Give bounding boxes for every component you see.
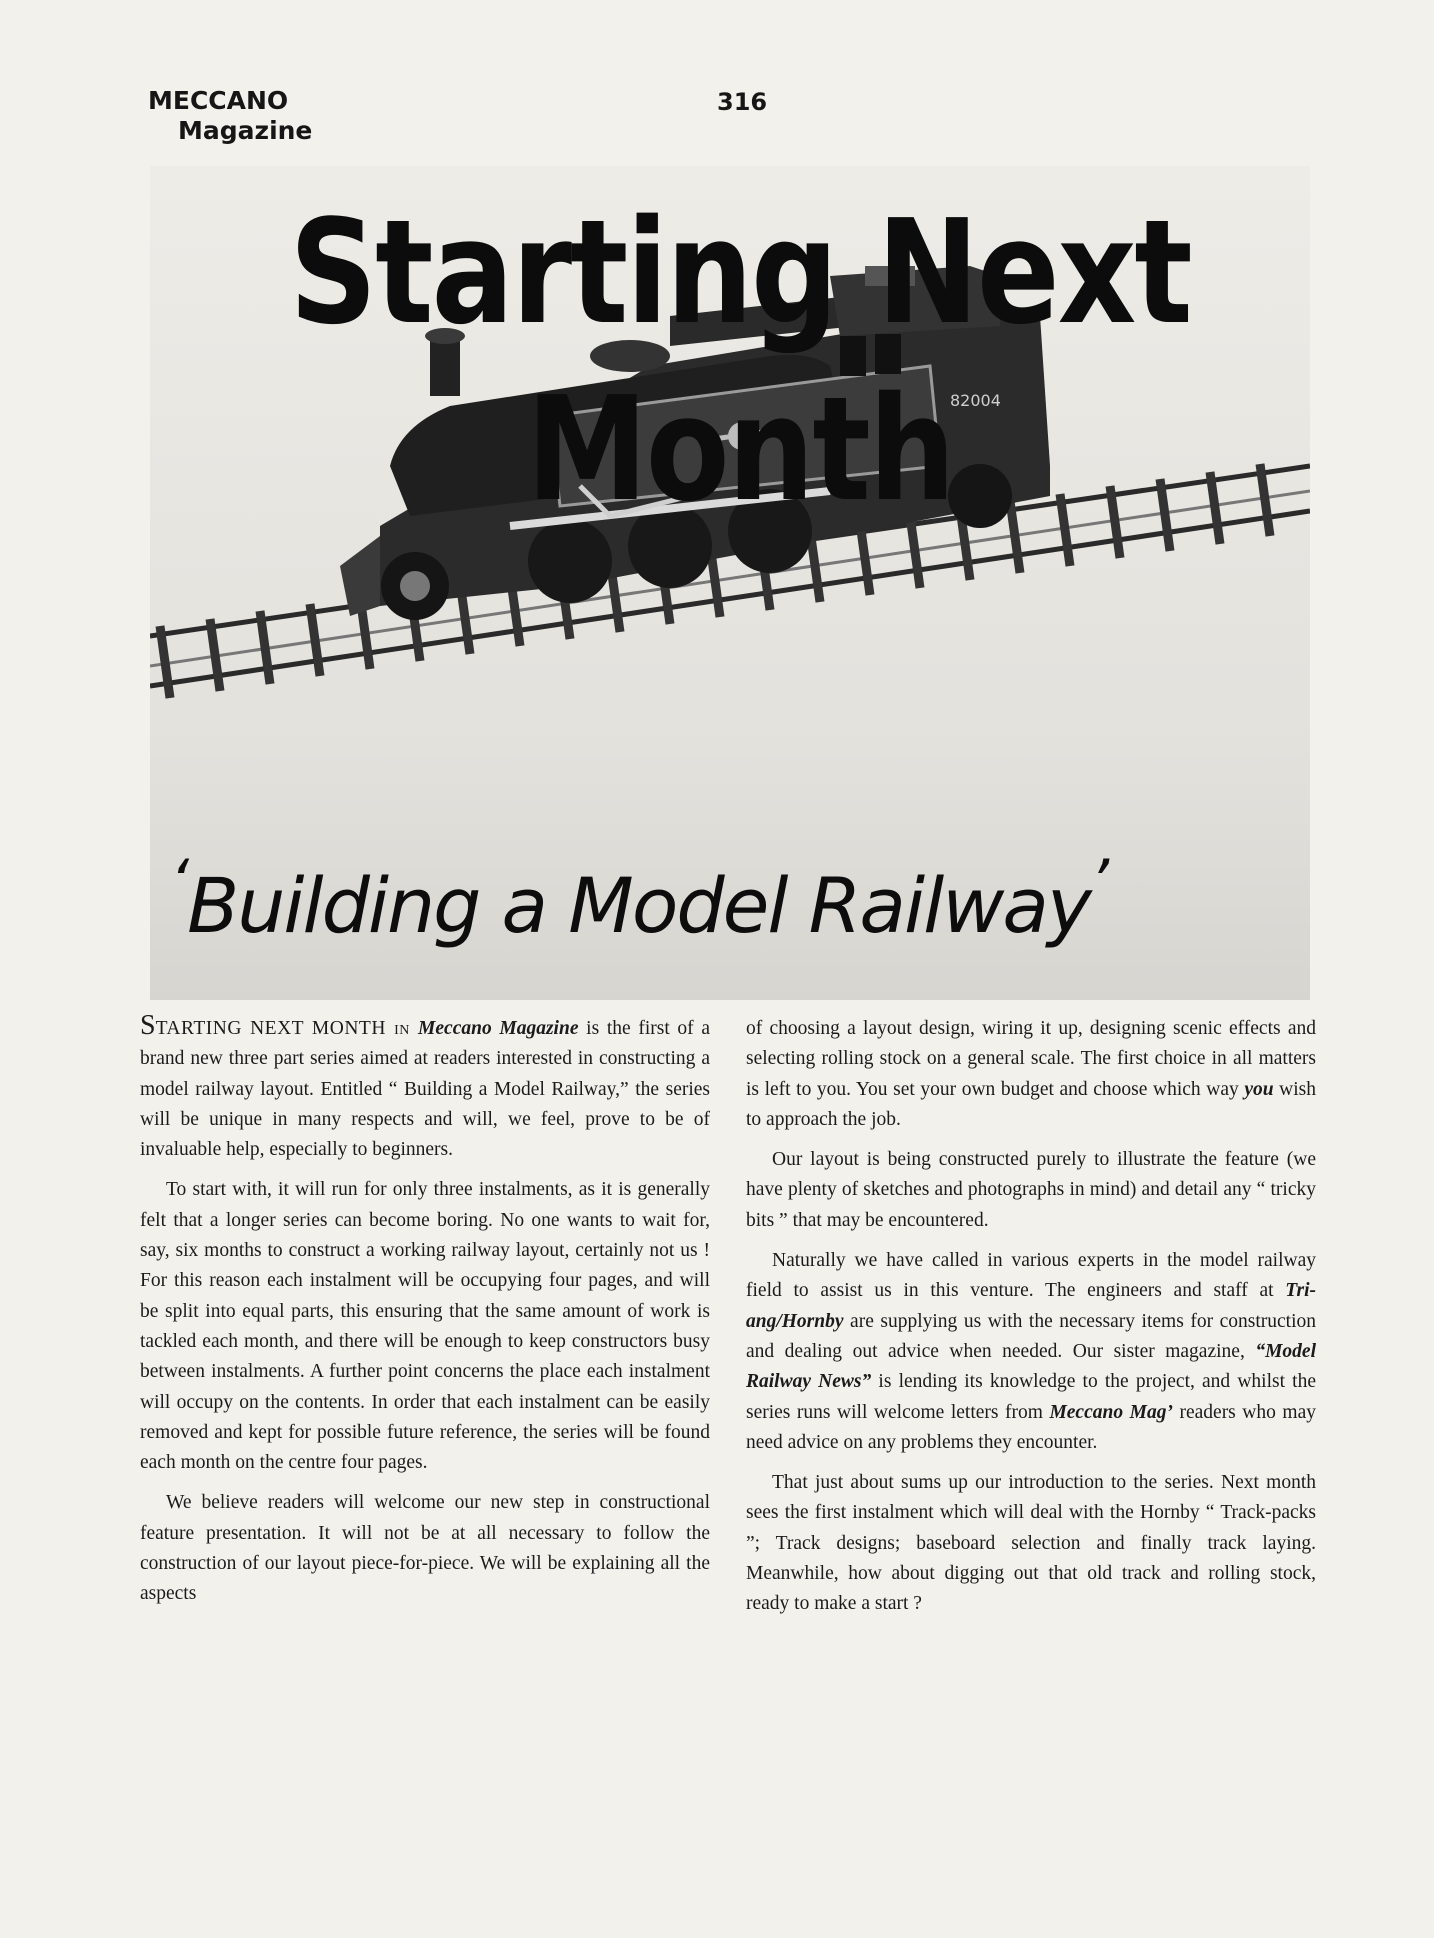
series-title (170, 832, 1290, 956)
masthead-line1: MECCANO (148, 86, 289, 115)
hero-illustration (150, 166, 1310, 1000)
paragraph-text: Naturally we have called in various experts in the model railway field to assist us in this venture. The engineers and staff at (746, 1250, 1316, 1302)
paragraph-text: are supplying us with the necessary items for construction and dealing out advice when needed. Our sister magazine, (746, 1310, 1316, 1362)
magazine-name: Meccano Magazine (418, 1018, 579, 1039)
paragraph (140, 1010, 710, 1165)
masthead-line2: Magazine (178, 116, 313, 145)
close-quote: ’ (1089, 847, 1108, 917)
paragraph-text: readers who may need advice on any problems they encounter. (746, 1401, 1316, 1453)
paragraph-text: wish to approach the job. (746, 1078, 1317, 1130)
paragraph (746, 1014, 1316, 1135)
magazine-name: “Model Railway News” (746, 1340, 1316, 1393)
locomotive-number: 82004 (950, 391, 1001, 410)
open-quote: ‘ (170, 847, 188, 917)
series-title-text: Building a Model Railway (187, 861, 1090, 950)
paragraph: To start with, it will run for only three instalments, as it is generally felt that a longer series can become boring. No one wants to wait for, say, six months to construct a working railway layout, certainly not us ! For this reason each instalment will be occupying four pages, and will be split into equal parts, this ensuring that the same amount of work is tackled each month, and there will be enough to keep constructors busy between instalments. A further point concerns the place each instalment will occupy on the contents. In order that each instalment can be easily removed and kept for possible future reference, the series will be found each month on the centre four pages. (140, 1179, 710, 1474)
brand-name: Tri-ang/Hornby (746, 1280, 1316, 1332)
headline: Starting Next Month (289, 188, 1191, 534)
paragraph: We believe readers will welcome our new step in constructional feature presentation. It will not be at all necessary to follow the construction of our layout piece-for-piece. We will be explaining all the aspects (140, 1492, 710, 1605)
drop-cap: S (140, 1010, 156, 1041)
paragraph-text: is lending its knowledge to the project, and whilst the series runs will welcome letters from (746, 1371, 1316, 1423)
column-right (746, 1014, 1316, 1630)
paragraph (746, 1246, 1316, 1458)
magazine-name: Meccano Mag’ (1049, 1401, 1173, 1423)
page-number: 316 (717, 88, 768, 116)
article-body (140, 1010, 1317, 1630)
lead-in: TARTING NEXT MONTH in (155, 1018, 419, 1039)
column-left (140, 1010, 710, 1630)
paragraph: Our layout is being constructed purely to illustrate the feature (we have plenty of sketches and photographs in mind) and detail any “ tricky bits ” that may be encountered. (746, 1149, 1316, 1231)
paragraph-text: of choosing a layout design, wiring it up, designing scenic effects and selecting rolling stock on a general scale. The first choice in all matters is left to you. You set your own budget and choose which way (746, 1018, 1316, 1100)
emphasis-you: you (1244, 1078, 1274, 1100)
magazine-masthead (148, 86, 312, 146)
paragraph: That just about sums up our introduction to the series. Next month sees the first instalment which will deal with the Hornby “ Track-packs ”; Track designs; baseboard selection and finally track laying. Meanwhile, how about digging out that old track and rolling stock, ready to make a start ? (746, 1472, 1316, 1615)
paragraph-text: is the first of a brand new three part series aimed at readers interested in constructing a model railway layout. Entitled “ Building a Model Railway,” the series will be unique in many respects and will, we feel, prove to be of invaluable help, especially to beginners. (140, 1018, 710, 1161)
